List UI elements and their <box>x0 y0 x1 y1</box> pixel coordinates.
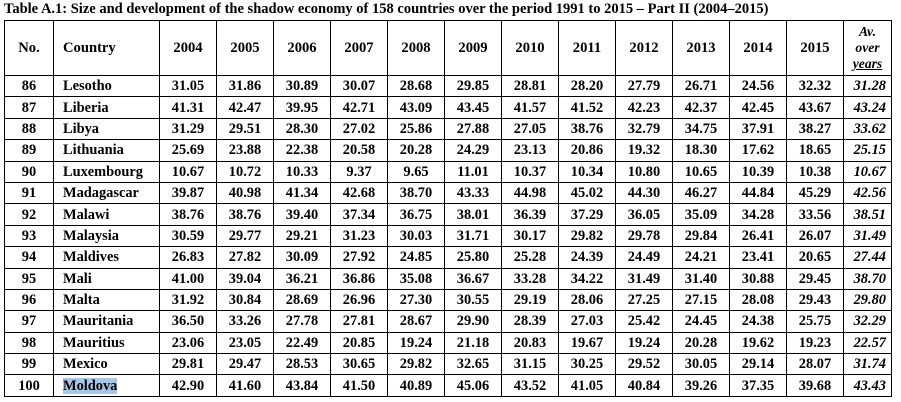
header-year: 2005 <box>217 21 274 76</box>
value-cell: 27.30 <box>388 289 445 310</box>
value-cell: 39.40 <box>274 204 331 225</box>
value-cell: 45.06 <box>445 375 502 396</box>
value-cell: 27.78 <box>274 311 331 332</box>
table-row <box>5 140 892 161</box>
value-cell: 30.05 <box>673 354 730 375</box>
value-cell: 35.08 <box>388 268 445 289</box>
value-cell: 41.57 <box>502 97 559 118</box>
header-average-line: Av. <box>859 24 876 39</box>
value-cell: 19.62 <box>730 332 787 353</box>
value-cell: 40.98 <box>217 182 274 203</box>
value-cell: 36.75 <box>388 204 445 225</box>
value-cell: 31.05 <box>160 76 217 97</box>
country-cell <box>54 311 160 332</box>
value-cell: 25.69 <box>160 140 217 161</box>
value-cell: 32.32 <box>787 76 844 97</box>
table-row <box>5 332 892 353</box>
value-cell: 29.51 <box>217 118 274 139</box>
value-cell: 18.65 <box>787 140 844 161</box>
value-cell: 41.05 <box>559 375 616 396</box>
value-cell: 41.34 <box>274 182 331 203</box>
header-year: 2013 <box>673 21 730 76</box>
value-cell: 11.01 <box>445 161 502 182</box>
country-name[interactable]: Malta <box>63 292 100 309</box>
value-cell: 42.90 <box>160 375 217 396</box>
value-cell: 21.18 <box>445 332 502 353</box>
country-cell <box>54 268 160 289</box>
value-cell: 27.92 <box>331 247 388 268</box>
value-cell: 27.25 <box>616 289 673 310</box>
row-number: 94 <box>5 247 54 268</box>
value-cell: 36.05 <box>616 204 673 225</box>
value-cell: 39.26 <box>673 375 730 396</box>
value-cell: 43.09 <box>388 97 445 118</box>
value-cell: 19.32 <box>616 140 673 161</box>
header-year: 2011 <box>559 21 616 76</box>
country-name[interactable]: Mauritius <box>63 334 125 351</box>
value-cell: 26.07 <box>787 225 844 246</box>
table-caption: Table A.1: Size and development of the shadow economy of 158 countries over the period 1991 to 2015 – Part II (2004–2015) <box>4 1 769 17</box>
country-name[interactable]: Mauritania <box>63 313 134 330</box>
value-cell: 33.28 <box>502 268 559 289</box>
country-cell <box>54 375 160 396</box>
value-cell: 29.84 <box>673 225 730 246</box>
value-cell: 20.28 <box>673 332 730 353</box>
average-cell: 22.57 <box>844 332 892 353</box>
value-cell: 23.88 <box>217 140 274 161</box>
value-cell: 33.56 <box>787 204 844 225</box>
row-number: 92 <box>5 204 54 225</box>
shadow-economy-table <box>4 20 892 397</box>
value-cell: 10.72 <box>217 161 274 182</box>
value-cell: 43.45 <box>445 97 502 118</box>
value-cell: 10.65 <box>673 161 730 182</box>
table-row <box>5 247 892 268</box>
value-cell: 19.24 <box>388 332 445 353</box>
table-row <box>5 204 892 225</box>
value-cell: 26.96 <box>331 289 388 310</box>
value-cell: 38.76 <box>160 204 217 225</box>
header-year: 2009 <box>445 21 502 76</box>
value-cell: 41.60 <box>217 375 274 396</box>
value-cell: 41.50 <box>331 375 388 396</box>
country-cell <box>54 247 160 268</box>
value-cell: 31.15 <box>502 354 559 375</box>
value-cell: 34.22 <box>559 268 616 289</box>
country-name[interactable]: Liberia <box>63 99 109 116</box>
value-cell: 31.86 <box>217 76 274 97</box>
value-cell: 28.68 <box>388 76 445 97</box>
value-cell: 19.67 <box>559 332 616 353</box>
table-row <box>5 182 892 203</box>
header-year: 2006 <box>274 21 331 76</box>
value-cell: 43.33 <box>445 182 502 203</box>
value-cell: 37.34 <box>331 204 388 225</box>
value-cell: 44.98 <box>502 182 559 203</box>
value-cell: 40.84 <box>616 375 673 396</box>
value-cell: 27.88 <box>445 118 502 139</box>
header-row <box>5 21 892 76</box>
table-row <box>5 118 892 139</box>
table-row <box>5 375 892 396</box>
value-cell: 30.89 <box>274 76 331 97</box>
value-cell: 29.85 <box>445 76 502 97</box>
average-cell: 32.29 <box>844 311 892 332</box>
value-cell: 36.39 <box>502 204 559 225</box>
value-cell: 22.49 <box>274 332 331 353</box>
header-year: 2004 <box>160 21 217 76</box>
value-cell: 29.77 <box>217 225 274 246</box>
value-cell: 31.92 <box>160 289 217 310</box>
country-name[interactable]: Madagascar <box>63 185 139 202</box>
value-cell: 39.04 <box>217 268 274 289</box>
value-cell: 30.07 <box>331 76 388 97</box>
value-cell: 25.86 <box>388 118 445 139</box>
value-cell: 29.90 <box>445 311 502 332</box>
value-cell: 20.86 <box>559 140 616 161</box>
value-cell: 30.59 <box>160 225 217 246</box>
country-name[interactable]: Moldova <box>63 377 118 394</box>
value-cell: 28.06 <box>559 289 616 310</box>
value-cell: 42.45 <box>730 97 787 118</box>
row-number: 97 <box>5 311 54 332</box>
header-year: 2007 <box>331 21 388 76</box>
value-cell: 29.78 <box>616 225 673 246</box>
row-number: 90 <box>5 161 54 182</box>
value-cell: 24.56 <box>730 76 787 97</box>
value-cell: 43.52 <box>502 375 559 396</box>
value-cell: 19.23 <box>787 332 844 353</box>
value-cell: 24.29 <box>445 140 502 161</box>
country-cell <box>54 76 160 97</box>
value-cell: 27.82 <box>217 247 274 268</box>
average-cell: 27.44 <box>844 247 892 268</box>
country-cell <box>54 118 160 139</box>
value-cell: 31.71 <box>445 225 502 246</box>
header-year: 2010 <box>502 21 559 76</box>
country-name[interactable]: Libya <box>63 120 99 137</box>
row-number: 87 <box>5 97 54 118</box>
table-row <box>5 161 892 182</box>
value-cell: 30.65 <box>331 354 388 375</box>
value-cell: 46.27 <box>673 182 730 203</box>
average-cell: 42.56 <box>844 182 892 203</box>
value-cell: 38.76 <box>217 204 274 225</box>
value-cell: 27.79 <box>616 76 673 97</box>
value-cell: 39.68 <box>787 375 844 396</box>
value-cell: 24.39 <box>559 247 616 268</box>
value-cell: 30.17 <box>502 225 559 246</box>
value-cell: 24.38 <box>730 311 787 332</box>
row-number: 89 <box>5 140 54 161</box>
value-cell: 38.27 <box>787 118 844 139</box>
value-cell: 31.23 <box>331 225 388 246</box>
value-cell: 30.25 <box>559 354 616 375</box>
value-cell: 28.69 <box>274 289 331 310</box>
country-cell <box>54 225 160 246</box>
value-cell: 10.67 <box>160 161 217 182</box>
header-year: 2015 <box>787 21 844 76</box>
value-cell: 42.37 <box>673 97 730 118</box>
value-cell: 43.84 <box>274 375 331 396</box>
value-cell: 19.24 <box>616 332 673 353</box>
value-cell: 28.20 <box>559 76 616 97</box>
value-cell: 17.62 <box>730 140 787 161</box>
header-year: 2008 <box>388 21 445 76</box>
average-cell: 25.15 <box>844 140 892 161</box>
value-cell: 36.67 <box>445 268 502 289</box>
value-cell: 20.85 <box>331 332 388 353</box>
value-cell: 38.01 <box>445 204 502 225</box>
value-cell: 39.95 <box>274 97 331 118</box>
value-cell: 28.39 <box>502 311 559 332</box>
value-cell: 42.71 <box>331 97 388 118</box>
value-cell: 9.65 <box>388 161 445 182</box>
row-number: 88 <box>5 118 54 139</box>
average-cell: 33.62 <box>844 118 892 139</box>
country-cell <box>54 97 160 118</box>
country-cell <box>54 161 160 182</box>
average-cell: 31.28 <box>844 76 892 97</box>
value-cell: 31.40 <box>673 268 730 289</box>
row-number: 91 <box>5 182 54 203</box>
row-number: 96 <box>5 289 54 310</box>
average-cell: 38.51 <box>844 204 892 225</box>
country-name[interactable]: Mali <box>63 270 92 287</box>
value-cell: 24.21 <box>673 247 730 268</box>
row-number: 86 <box>5 76 54 97</box>
value-cell: 45.02 <box>559 182 616 203</box>
value-cell: 43.67 <box>787 97 844 118</box>
country-cell <box>54 332 160 353</box>
value-cell: 29.43 <box>787 289 844 310</box>
value-cell: 23.05 <box>217 332 274 353</box>
table-row <box>5 289 892 310</box>
value-cell: 38.76 <box>559 118 616 139</box>
value-cell: 10.38 <box>787 161 844 182</box>
header-average-line: years <box>852 56 883 71</box>
value-cell: 26.83 <box>160 247 217 268</box>
row-number: 99 <box>5 354 54 375</box>
average-cell: 38.70 <box>844 268 892 289</box>
value-cell: 41.31 <box>160 97 217 118</box>
row-number: 98 <box>5 332 54 353</box>
value-cell: 30.84 <box>217 289 274 310</box>
value-cell: 27.03 <box>559 311 616 332</box>
value-cell: 24.85 <box>388 247 445 268</box>
value-cell: 36.50 <box>160 311 217 332</box>
value-cell: 20.28 <box>388 140 445 161</box>
table-row <box>5 225 892 246</box>
value-cell: 41.52 <box>559 97 616 118</box>
average-cell: 43.24 <box>844 97 892 118</box>
table-row <box>5 97 892 118</box>
value-cell: 30.88 <box>730 268 787 289</box>
value-cell: 10.37 <box>502 161 559 182</box>
country-name[interactable]: Malaysia <box>63 227 119 244</box>
value-cell: 30.09 <box>274 247 331 268</box>
country-cell <box>54 140 160 161</box>
country-name[interactable]: Mexico <box>63 356 108 373</box>
value-cell: 23.13 <box>502 140 559 161</box>
value-cell: 37.35 <box>730 375 787 396</box>
value-cell: 10.33 <box>274 161 331 182</box>
value-cell: 41.00 <box>160 268 217 289</box>
header-no: No. <box>5 21 54 76</box>
value-cell: 24.45 <box>673 311 730 332</box>
value-cell: 28.81 <box>502 76 559 97</box>
country-name[interactable]: Lesotho <box>63 78 112 95</box>
value-cell: 23.41 <box>730 247 787 268</box>
value-cell: 29.82 <box>559 225 616 246</box>
value-cell: 36.86 <box>331 268 388 289</box>
value-cell: 29.47 <box>217 354 274 375</box>
value-cell: 9.37 <box>331 161 388 182</box>
table-row <box>5 268 892 289</box>
value-cell: 30.03 <box>388 225 445 246</box>
value-cell: 25.80 <box>445 247 502 268</box>
value-cell: 39.87 <box>160 182 217 203</box>
value-cell: 37.29 <box>559 204 616 225</box>
country-cell <box>54 182 160 203</box>
value-cell: 28.30 <box>274 118 331 139</box>
value-cell: 20.83 <box>502 332 559 353</box>
value-cell: 32.65 <box>445 354 502 375</box>
country-cell <box>54 289 160 310</box>
country-cell <box>54 354 160 375</box>
value-cell: 29.82 <box>388 354 445 375</box>
average-cell: 31.74 <box>844 354 892 375</box>
value-cell: 23.06 <box>160 332 217 353</box>
value-cell: 45.29 <box>787 182 844 203</box>
value-cell: 27.05 <box>502 118 559 139</box>
value-cell: 30.55 <box>445 289 502 310</box>
value-cell: 27.81 <box>331 311 388 332</box>
value-cell: 29.14 <box>730 354 787 375</box>
value-cell: 40.89 <box>388 375 445 396</box>
average-cell: 43.43 <box>844 375 892 396</box>
table-body <box>5 76 892 397</box>
value-cell: 34.75 <box>673 118 730 139</box>
value-cell: 29.21 <box>274 225 331 246</box>
value-cell: 42.47 <box>217 97 274 118</box>
value-cell: 29.81 <box>160 354 217 375</box>
value-cell: 28.53 <box>274 354 331 375</box>
value-cell: 25.75 <box>787 311 844 332</box>
value-cell: 27.02 <box>331 118 388 139</box>
header-average <box>844 21 892 76</box>
country-name[interactable]: Luxembourg <box>63 163 143 180</box>
value-cell: 27.15 <box>673 289 730 310</box>
average-cell: 31.49 <box>844 225 892 246</box>
value-cell: 18.30 <box>673 140 730 161</box>
country-name[interactable]: Lithuania <box>63 142 124 159</box>
value-cell: 25.28 <box>502 247 559 268</box>
value-cell: 10.80 <box>616 161 673 182</box>
value-cell: 26.41 <box>730 225 787 246</box>
value-cell: 20.65 <box>787 247 844 268</box>
value-cell: 29.52 <box>616 354 673 375</box>
value-cell: 31.29 <box>160 118 217 139</box>
value-cell: 10.39 <box>730 161 787 182</box>
value-cell: 42.23 <box>616 97 673 118</box>
value-cell: 34.28 <box>730 204 787 225</box>
row-number: 93 <box>5 225 54 246</box>
average-cell: 10.67 <box>844 161 892 182</box>
value-cell: 29.19 <box>502 289 559 310</box>
value-cell: 28.08 <box>730 289 787 310</box>
value-cell: 26.71 <box>673 76 730 97</box>
value-cell: 35.09 <box>673 204 730 225</box>
value-cell: 33.26 <box>217 311 274 332</box>
value-cell: 44.84 <box>730 182 787 203</box>
header-average-line: over <box>855 40 880 55</box>
table-row <box>5 311 892 332</box>
row-number: 100 <box>5 375 54 396</box>
value-cell: 36.21 <box>274 268 331 289</box>
value-cell: 10.34 <box>559 161 616 182</box>
value-cell: 22.38 <box>274 140 331 161</box>
country-name[interactable]: Maldives <box>63 249 119 266</box>
row-number: 95 <box>5 268 54 289</box>
value-cell: 37.91 <box>730 118 787 139</box>
country-cell <box>54 204 160 225</box>
average-cell: 29.80 <box>844 289 892 310</box>
value-cell: 44.30 <box>616 182 673 203</box>
value-cell: 38.70 <box>388 182 445 203</box>
table-row <box>5 354 892 375</box>
value-cell: 25.42 <box>616 311 673 332</box>
value-cell: 28.07 <box>787 354 844 375</box>
table-row <box>5 76 892 97</box>
value-cell: 20.58 <box>331 140 388 161</box>
value-cell: 32.79 <box>616 118 673 139</box>
value-cell: 42.68 <box>331 182 388 203</box>
value-cell: 29.45 <box>787 268 844 289</box>
header-year: 2012 <box>616 21 673 76</box>
value-cell: 24.49 <box>616 247 673 268</box>
header-year: 2014 <box>730 21 787 76</box>
value-cell: 31.49 <box>616 268 673 289</box>
country-name[interactable]: Malawi <box>63 206 110 223</box>
header-country: Country <box>54 21 160 76</box>
value-cell: 28.67 <box>388 311 445 332</box>
